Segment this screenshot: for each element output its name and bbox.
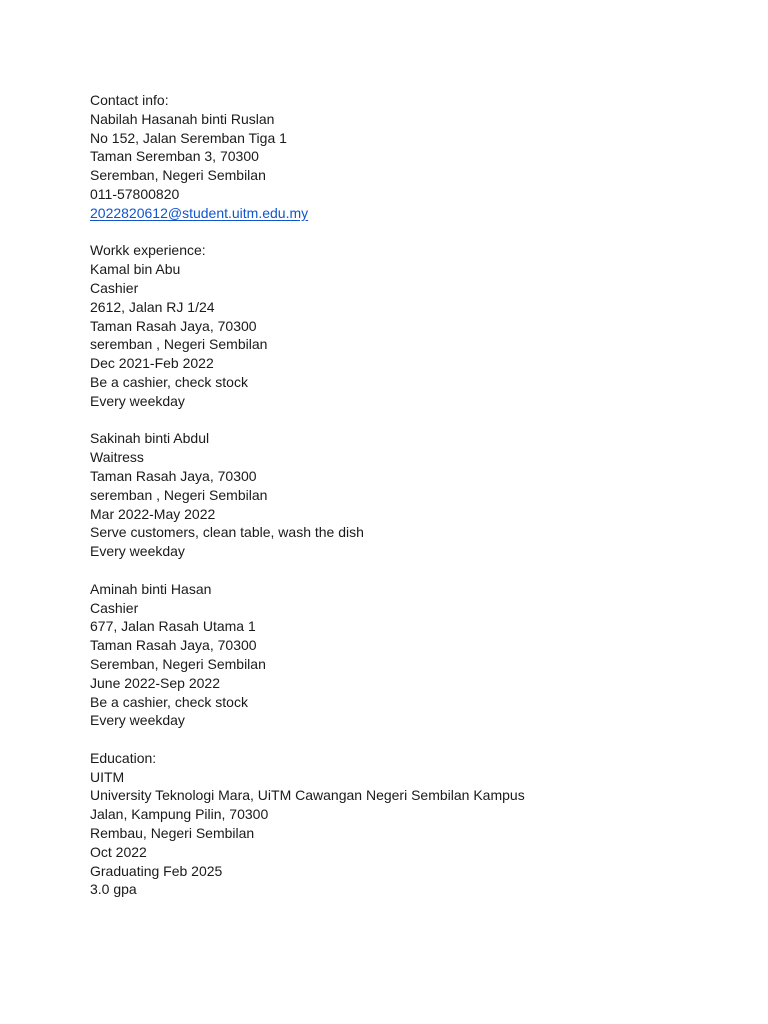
job-role: Waitress	[90, 449, 144, 466]
job-period: June 2022-Sep 2022	[90, 674, 220, 691]
job-period: Mar 2022-May 2022	[90, 505, 216, 522]
education-address-line-2: Rembau, Negeri Sembilan	[90, 825, 255, 842]
contact-email-link[interactable]: 2022820612@student.uitm.edu.my	[90, 204, 309, 221]
job-schedule: Every weekday	[90, 392, 185, 409]
job-period: Dec 2021-Feb 2022	[90, 355, 214, 372]
job-employer: Kamal bin Abu	[90, 261, 181, 278]
education-start-date: Oct 2022	[90, 843, 147, 860]
education-graduation-date: Graduating Feb 2025	[90, 862, 223, 879]
education-address-line-1: Jalan, Kampung Pilin, 70300	[90, 806, 269, 823]
job-entry	[90, 429, 730, 561]
job-role: Cashier	[90, 279, 139, 296]
job-role: Cashier	[90, 599, 139, 616]
contact-section	[90, 91, 730, 223]
education-institution: University Teknologi Mara, UiTM Cawangan Negeri Sembilan Kampus	[90, 787, 525, 804]
education-abbreviation: UITM	[90, 768, 125, 785]
spacer	[90, 223, 730, 242]
job-address-line-3: seremban , Negeri Sembilan	[90, 336, 268, 353]
education-section	[90, 749, 730, 899]
spacer	[90, 730, 730, 749]
contact-heading: Contact info:	[90, 92, 169, 108]
contact-name: Nabilah Hasanah binti Ruslan	[90, 110, 275, 127]
spacer	[90, 561, 730, 580]
contact-address-line-2: Taman Seremban 3, 70300	[90, 148, 259, 165]
job-employer: Aminah binti Hasan	[90, 580, 212, 597]
job-address-line-2: seremban , Negeri Sembilan	[90, 486, 268, 503]
job-address-line-1: 2612, Jalan RJ 1/24	[90, 298, 215, 315]
contact-phone: 011-57800820	[90, 185, 180, 202]
job-duties: Be a cashier, check stock	[90, 693, 248, 710]
job-address-line-1: Taman Rasah Jaya, 70300	[90, 467, 257, 484]
spacer	[90, 411, 730, 430]
job-entry	[90, 580, 730, 730]
job-duties: Be a cashier, check stock	[90, 373, 248, 390]
contact-address-line-3: Seremban, Negeri Sembilan	[90, 167, 266, 184]
job-employer: Sakinah binti Abdul	[90, 430, 210, 447]
job-address-line-3: Seremban, Negeri Sembilan	[90, 655, 266, 672]
job-address-line-2: Taman Rasah Jaya, 70300	[90, 637, 257, 654]
job-entry	[90, 260, 730, 410]
job-duties: Serve customers, clean table, wash the dish	[90, 524, 364, 541]
job-address-line-1: 677, Jalan Rasah Utama 1	[90, 618, 256, 635]
education-gpa: 3.0 gpa	[90, 881, 137, 898]
work-section	[90, 241, 730, 730]
job-address-line-2: Taman Rasah Jaya, 70300	[90, 317, 257, 334]
document-page	[90, 91, 730, 899]
job-schedule: Every weekday	[90, 712, 185, 729]
work-heading: Workk experience:	[90, 242, 206, 259]
contact-address-line-1: No 152, Jalan Seremban Tiga 1	[90, 129, 287, 146]
job-schedule: Every weekday	[90, 543, 185, 560]
education-heading: Education:	[90, 749, 157, 766]
